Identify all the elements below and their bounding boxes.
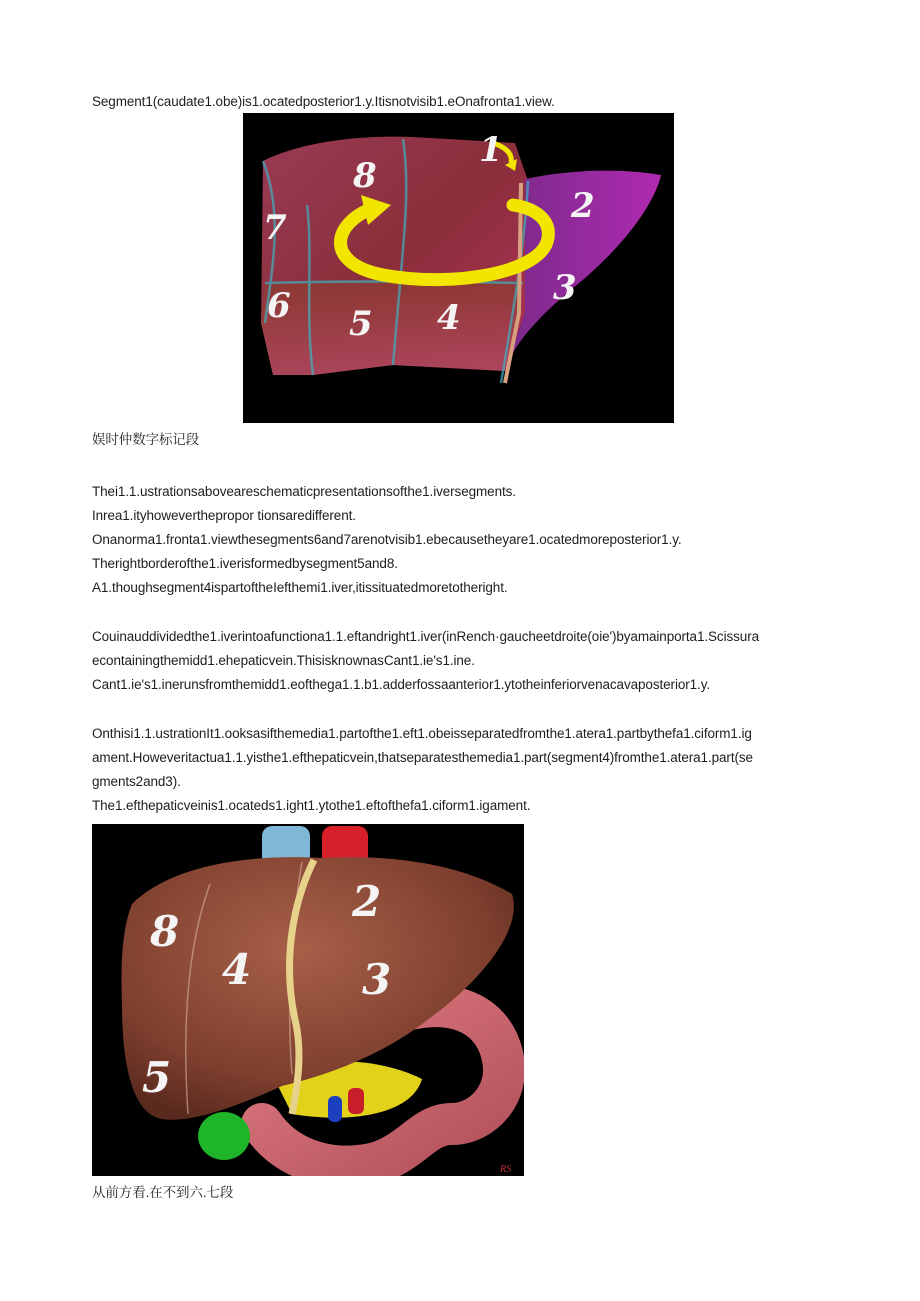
- segment-label-5: 5: [349, 304, 373, 344]
- para1-line-4: Therightborderofthe1.iverisformedbysegment5and8.: [92, 556, 398, 571]
- gallbladder-shape: [198, 1112, 250, 1160]
- segment-label-4: 4: [222, 945, 252, 994]
- para2-line-2: econtainingthemidd1.ehepaticvein.ThisisknownasCant1.ie's1.ine.: [92, 653, 475, 668]
- para2-line-1: Couinauddividedthe1.iverintoafunctiona1.1.eftandright1.iver(inRench·gaucheetdroite(oie')byamainporta1.Scissura: [92, 629, 759, 644]
- liver-frontal-view-figure: [92, 824, 524, 1176]
- para1-line-5: A1.thoughsegment4ispartoftheIefthemi1.iver,itissituatedmoretotheright.: [92, 580, 508, 595]
- artery-shape: [348, 1088, 364, 1114]
- segment-label-3: 3: [362, 955, 392, 1004]
- portal-vein-shape: [328, 1096, 342, 1122]
- segment-label-5: 5: [142, 1053, 172, 1102]
- segment-label-4: 4: [437, 298, 461, 338]
- segment-label-3: 3: [553, 268, 577, 308]
- intro-line: Segment1(caudate1.obe)is1.ocatedposterior1.y.Itisnotvisib1.eOnafronta1.view.: [92, 94, 555, 109]
- figure2-caption: 从前方看.在不到六.七段: [92, 1185, 234, 1200]
- liver-schematic-svg: [243, 113, 674, 423]
- segment-label-2: 2: [352, 877, 382, 926]
- artist-signature: RS: [500, 1164, 512, 1175]
- para1-line-3: Onanorma1.fronta1.viewthesegments6and7arenotvisib1.ebecausetheyare1.ocatedmoreposterior1.y.: [92, 532, 682, 547]
- segment-label-1: 1: [479, 130, 503, 170]
- segment-label-8: 8: [353, 156, 377, 196]
- segment-label-2: 2: [571, 186, 595, 226]
- segment-label-8: 8: [150, 907, 180, 956]
- para3-line-4: The1.efthepaticveinis1.ocateds1.ight1.ytothe1.eftofthefa1.ciform1.igament.: [92, 798, 531, 813]
- liver-lower-band-shape: [261, 281, 523, 375]
- para2-line-3: Cant1.ie's1.inerunsfromthemidd1.eofthega1.1.b1.adderfossaanterior1.ytotheinferiorvenacavaposterior1.y.: [92, 677, 711, 692]
- para3-line-1: Onthisi1.1.ustrationIt1.ooksasifthemedia1.partofthe1.eft1.obeisseparatedfromthe1.atera1.partbythefa1.ciform1.ig: [92, 726, 752, 741]
- para3-line-2: ament.Howeveritactua1.1.yisthe1.efthepaticvein,thatseparatesthemedia1.part(segment4)fromthe1.atera1.part(se: [92, 750, 753, 765]
- para1-line-2: Inrea1.ityhoweverthepropor tionsaredifferent.: [92, 508, 356, 523]
- segment-label-7: 7: [263, 208, 287, 248]
- liver-segments-schematic-figure: [243, 113, 674, 423]
- figure1-caption: 娱时仲数字标记段: [92, 432, 200, 447]
- liver-frontal-svg: [92, 824, 524, 1176]
- segment-label-6: 6: [267, 286, 291, 326]
- para3-line-3: gments2and3).: [92, 774, 181, 789]
- para1-line-1: Thei1.1.ustrationsaboveareschematicpresentationsofthe1.iversegments.: [92, 484, 516, 499]
